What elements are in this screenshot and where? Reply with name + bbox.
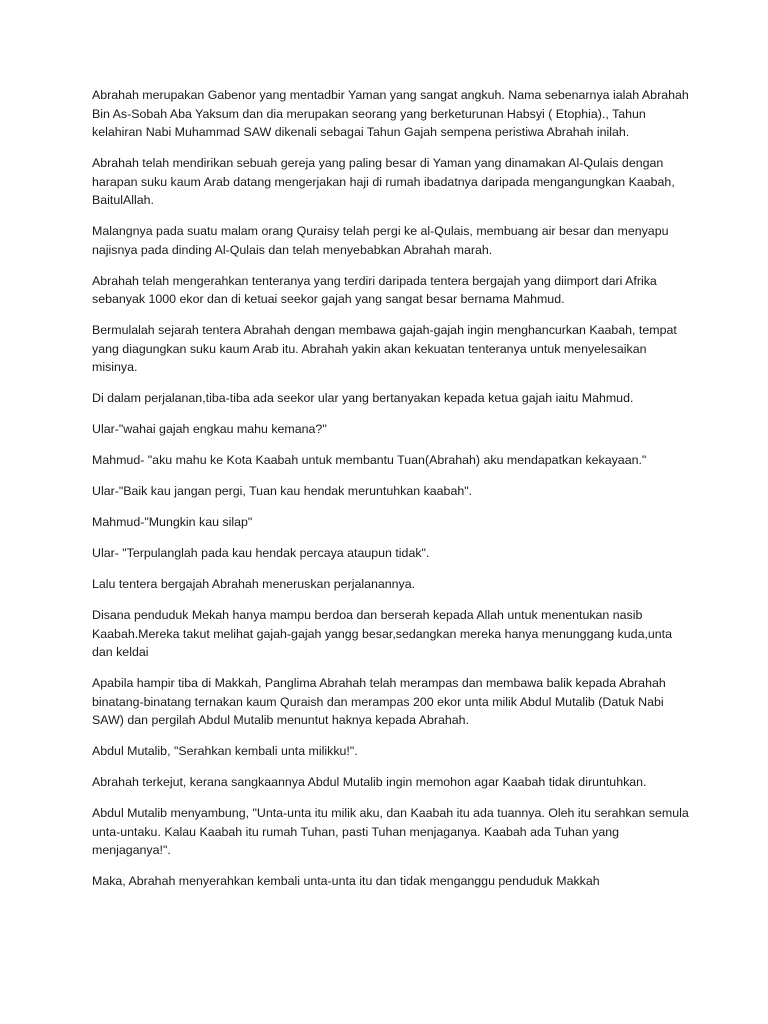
paragraph-7: Lalu tentera bergajah Abrahah meneruskan perjalanannya. — [92, 577, 416, 591]
dialogue-line-3: Ular-"Baik kau jangan pergi, Tuan kau hendak meruntuhkan kaabah". — [92, 484, 473, 498]
paragraph-8: Disana penduduk Mekah hanya mampu berdoa dan berserah kepada Allah untuk menentukan nasib Kaabah.Mereka takut melihat gajah-gajah yangg besar,sedangkan mereka hanya menunggang kuda,unta dan keldai — [92, 608, 673, 659]
paragraph-12: Maka, Abrahah menyerahkan kembali unta-unta itu dan tidak menganggu penduduk Makkah — [92, 874, 600, 888]
paragraph-9: Apabila hampir tiba di Makkah, Panglima Abrahah telah merampas dan membawa balik kepada Abrahah binatang-binatang ternakan kaum Quraish dan merampas 200 ekor unta milik Abdul Mutalib (Datuk Nabi SAW) dan pergilah Abdul Mutalib menuntut haknya kepada Abrahah. — [92, 676, 666, 727]
paragraph-10: Abrahah terkejut, kerana sangkaannya Abdul Mutalib ingin memohon agar Kaabah tidak diruntuhkan. — [92, 775, 647, 789]
paragraph-2: Abrahah telah mendirikan sebuah gereja yang paling besar di Yaman yang dinamakan Al-Qulais dengan harapan suku kaum Arab datang mengerjakan haji di rumah ibadatnya daripada mengangungkan Kaabah, BaitulAllah. — [92, 156, 675, 207]
paragraph-6: Di dalam perjalanan,tiba-tiba ada seekor ular yang bertanyakan kepada ketua gajah iaitu Mahmud. — [92, 391, 634, 405]
paragraph-11: Abdul Mutalib menyambung, "Unta-unta itu milik aku, dan Kaabah itu ada tuannya. Oleh itu serahkan semula unta-untaku. Kalau Kaabah itu rumah Tuhan, pasti Tuhan menjaganya. Kaabah ada Tuhan yang menjaganya!". — [92, 806, 689, 857]
dialogue-line-1: Ular-"wahai gajah engkau mahu kemana?" — [92, 422, 327, 436]
document-body — [92, 86, 692, 903]
dialogue-line-6: Abdul Mutalib, "Serahkan kembali unta milikku!". — [92, 744, 358, 758]
dialogue-line-4: Mahmud-"Mungkin kau silap" — [92, 515, 253, 529]
paragraph-4: Abrahah telah mengerahkan tenteranya yang terdiri daripada tentera bergajah yang diimport dari Afrika sebanyak 1000 ekor dan di ketuai seekor gajah yang sangat besar bernama Mahmud. — [92, 273, 657, 306]
paragraph-3: Malangnya pada suatu malam orang Quraisy telah pergi ke al-Qulais, membuang air besar dan menyapu najisnya pada dinding Al-Qulais dan telah menyebabkan Abrahah marah. — [92, 224, 669, 257]
dialogue-line-2: Mahmud- "aku mahu ke Kota Kaabah untuk membantu Tuan(Abrahah) aku mendapatkan kekayaan." — [92, 453, 647, 467]
paragraph-5: Bermulalah sejarah tentera Abrahah dengan membawa gajah-gajah ingin menghancurkan Kaabah, tempat yang diagungkan suku kaum Arab itu. Abrahah yakin akan kekuatan tenteranya untuk menyelesaikan misinya. — [92, 323, 677, 374]
paragraph-1: Abrahah merupakan Gabenor yang mentadbir Yaman yang sangat angkuh. Nama sebenarnya ialah Abrahah Bin As-Sobah Aba Yaksum dan dia merupakan seorang yang berketurunan Habsyi ( Etophia)., Tahun kelahiran Nabi Muhammad SAW dikenali sebagai Tahun Gajah sempena peristiwa Abrahah inilah. — [92, 88, 689, 139]
dialogue-line-5: Ular- "Terpulanglah pada kau hendak percaya ataupun tidak". — [92, 546, 430, 560]
